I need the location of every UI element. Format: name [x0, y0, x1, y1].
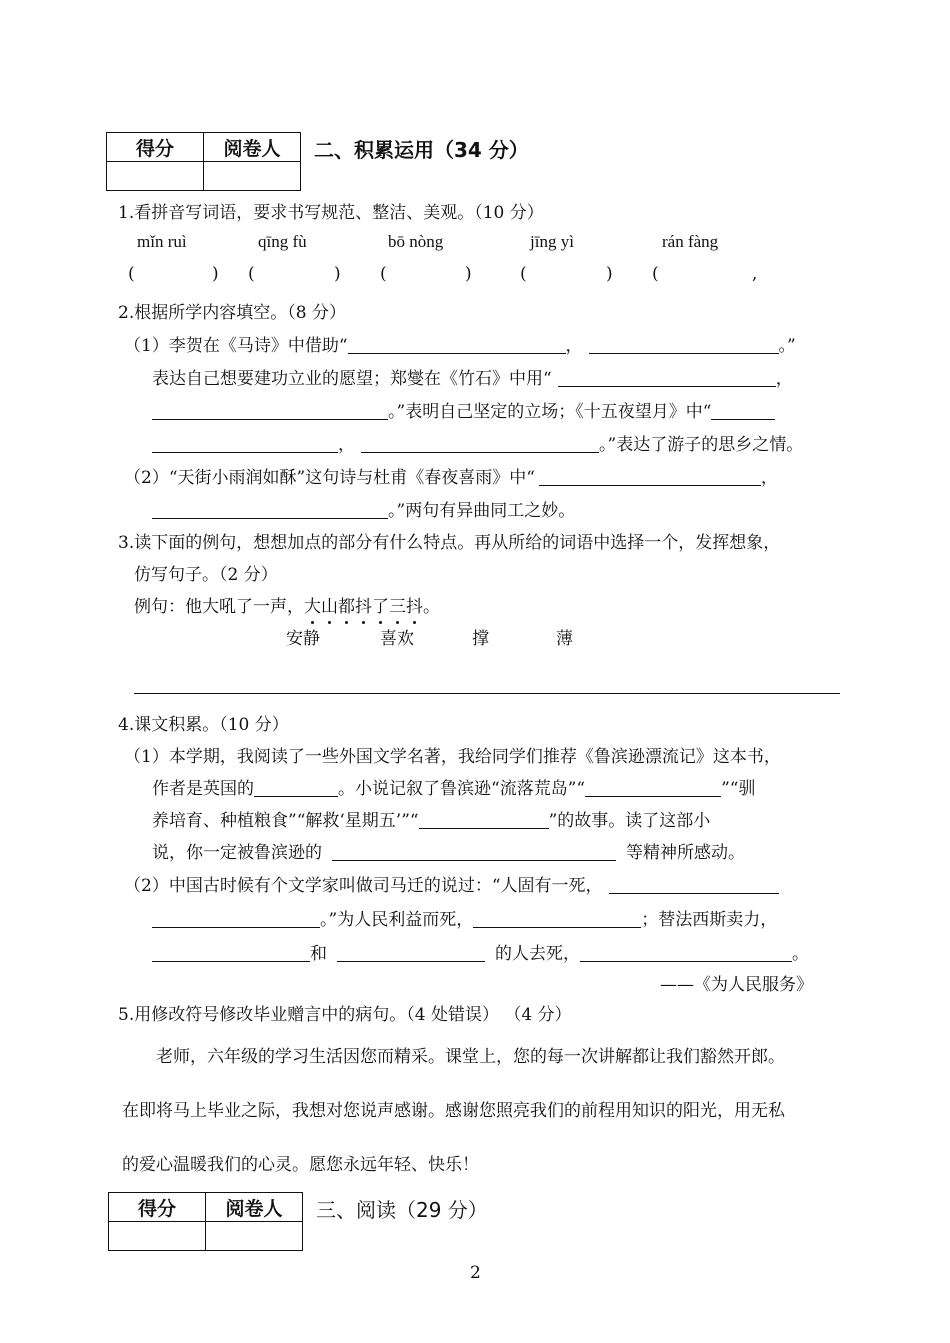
- q4-line1: （1）本学期，我阅读了一些外国文学名著，我给同学们推荐《鲁滨逊漂流记》这本书，: [124, 747, 781, 767]
- dotted-char: 抖: [406, 597, 423, 617]
- q3-example: [134, 592, 440, 617]
- answer-blank[interactable]: [152, 402, 388, 420]
- word-option-4: 薄: [556, 629, 573, 649]
- q3-title: 3.读下面的例句，想想加点的部分有什么特点。再从所给的词语中选择一个，发挥想象，: [118, 533, 781, 553]
- q2-text: 。”表达了游子的思乡之情。: [599, 435, 804, 455]
- grader-label: 阅卷人: [204, 133, 301, 162]
- q5-title: 5.用修改符号修改毕业赠言中的病句。（4 处错误） （4 分）: [118, 1005, 572, 1025]
- dotted-char: 了: [372, 597, 389, 617]
- q5-line3: 的爱心温暖我们的心灵。愿您永远年轻、快乐！: [122, 1155, 479, 1175]
- word-option-3: 撑: [472, 629, 489, 649]
- answer-blank[interactable]: [332, 843, 616, 861]
- q4-text: 作者是英国的: [152, 779, 254, 799]
- answer-blank[interactable]: [152, 501, 388, 519]
- q2-line6: [152, 496, 575, 521]
- grader-cell[interactable]: [206, 1222, 303, 1251]
- answer-blank[interactable]: [473, 910, 641, 928]
- answer-blank[interactable]: [585, 779, 721, 797]
- q2-text: ，: [775, 369, 793, 389]
- score-table-section2: [106, 132, 301, 191]
- grader-cell[interactable]: [204, 162, 301, 191]
- q2-text: 。”表明自己坚定的立场；《十五夜望月》中“: [388, 402, 712, 422]
- q4-text: （2）中国古时候有个文学家叫做司马迁的说过：“人固有一死，: [124, 876, 603, 896]
- q5-line1: 老师，六年级的学习生活因您而精采。课堂上，您的每一次讲解都让我们豁然开郎。: [156, 1047, 785, 1067]
- example-text: 。: [423, 597, 440, 617]
- q2-line1: [124, 331, 796, 356]
- score-cell[interactable]: [109, 1222, 206, 1251]
- pinyin-5: rán fàng: [662, 232, 719, 251]
- section3-title: 三、阅读（29 分）: [316, 1198, 488, 1222]
- pinyin-1: mǐn ruì: [137, 232, 187, 251]
- bracket-4-close: ): [606, 264, 613, 284]
- q4-text: ；替法西斯卖力，: [641, 910, 778, 930]
- q4-line4: [152, 838, 745, 863]
- q2-line2: [152, 364, 793, 389]
- q2-text: （1）李贺在《马诗》中借助“: [124, 336, 348, 356]
- q4-text: 等精神所感动。: [626, 843, 745, 863]
- q2-text: 。”: [778, 336, 796, 356]
- q4-text: 说，你一定被鲁滨逊的: [152, 843, 322, 863]
- answer-blank[interactable]: [558, 369, 776, 387]
- answer-blank[interactable]: [152, 435, 338, 453]
- answer-blank[interactable]: [539, 468, 761, 486]
- answer-blank[interactable]: [580, 944, 792, 962]
- answer-blank[interactable]: [152, 910, 320, 928]
- q2-title: 2.根据所学内容填空。（8 分）: [118, 303, 346, 323]
- score-label: 得分: [109, 1193, 206, 1222]
- answer-blank[interactable]: [609, 876, 779, 894]
- q2-line4: [152, 430, 803, 455]
- pinyin-2: qīng fù: [258, 232, 307, 251]
- q3-answer-line[interactable]: [134, 693, 840, 694]
- bracket-3-close: ): [465, 264, 472, 284]
- dotted-char: 山: [321, 597, 338, 617]
- q4-text: 。: [792, 944, 809, 964]
- pinyin-4: jīng yì: [530, 232, 574, 251]
- score-label: 得分: [107, 133, 204, 162]
- q4-text: 和: [310, 944, 327, 964]
- dotted-char: 三: [389, 597, 406, 617]
- q4-line2: [152, 774, 755, 799]
- bracket-3-open: (: [380, 264, 387, 284]
- section2-title: 二、积累运用（34 分）: [314, 138, 529, 162]
- q4-line6: [152, 905, 777, 930]
- q2-text: 。”两句有异曲同工之妙。: [388, 501, 576, 521]
- bracket-1-open: (: [128, 264, 135, 284]
- q2-text: （2）“天街小雨润如酥”这句诗与杜甫《春夜喜雨》中“: [124, 468, 535, 488]
- pinyin-3: bō nòng: [388, 232, 444, 251]
- word-option-2: 喜欢: [380, 629, 414, 649]
- bracket-1-close: ): [212, 264, 219, 284]
- page-number: 2: [470, 1263, 481, 1283]
- answer-blank[interactable]: [152, 944, 310, 962]
- q2-text: ，: [760, 468, 778, 488]
- answer-blank[interactable]: [711, 402, 775, 420]
- q4-text: ”的故事。读了这部小: [548, 811, 711, 831]
- q4-text: 。小说记叙了鲁滨逊“流落荒岛”“: [338, 779, 586, 799]
- q2-text: ，: [338, 435, 355, 455]
- q4-line5: [124, 871, 779, 896]
- q4-line3: [152, 806, 710, 831]
- score-table-section3: [108, 1192, 303, 1251]
- q4-source: ——《为人民服务》: [660, 975, 813, 995]
- answer-blank[interactable]: [589, 336, 779, 354]
- q2-text: ，: [565, 336, 583, 356]
- example-text: 例句：他大吼了一声，: [134, 597, 304, 617]
- bracket-4-open: (: [520, 264, 527, 284]
- q2-text: 表达自己想要建功立业的愿望；郑燮在《竹石》中用“: [152, 369, 552, 389]
- q4-text: 。”为人民利益而死，: [320, 910, 474, 930]
- bracket-5-open: (: [652, 264, 659, 284]
- bracket-5-close: ,: [752, 264, 758, 284]
- q4-text: 养培育、种植粮食”“解救‘星期五’”“: [152, 811, 419, 831]
- q2-line3: [152, 397, 775, 422]
- q4-text: 的人去死，: [495, 944, 580, 964]
- q2-line5: [124, 463, 778, 488]
- answer-blank[interactable]: [348, 336, 566, 354]
- grader-label: 阅卷人: [206, 1193, 303, 1222]
- q1-title: 1.看拼音写词语，要求书写规范、整洁、美观。（10 分）: [118, 203, 544, 223]
- score-cell[interactable]: [107, 162, 204, 191]
- q3-title2: 仿写句子。（2 分）: [134, 565, 278, 585]
- answer-blank[interactable]: [361, 435, 599, 453]
- dotted-char: 抖: [355, 597, 372, 617]
- answer-blank[interactable]: [419, 811, 549, 829]
- bracket-2-open: (: [248, 264, 255, 284]
- q4-line7: [152, 939, 809, 964]
- dotted-char: 都: [338, 597, 355, 617]
- dotted-char: 大: [304, 597, 321, 617]
- q5-line2: 在即将马上毕业之际，我想对您说声感谢。感谢您照亮我们的前程用知识的阳光，用无私: [122, 1101, 785, 1121]
- answer-blank[interactable]: [254, 779, 338, 797]
- q4-text: ”“驯: [721, 779, 756, 799]
- q4-title: 4.课文积累。（10 分）: [118, 715, 289, 735]
- answer-blank[interactable]: [337, 944, 485, 962]
- bracket-2-close: ): [334, 264, 341, 284]
- word-option-1: 安静: [286, 629, 320, 649]
